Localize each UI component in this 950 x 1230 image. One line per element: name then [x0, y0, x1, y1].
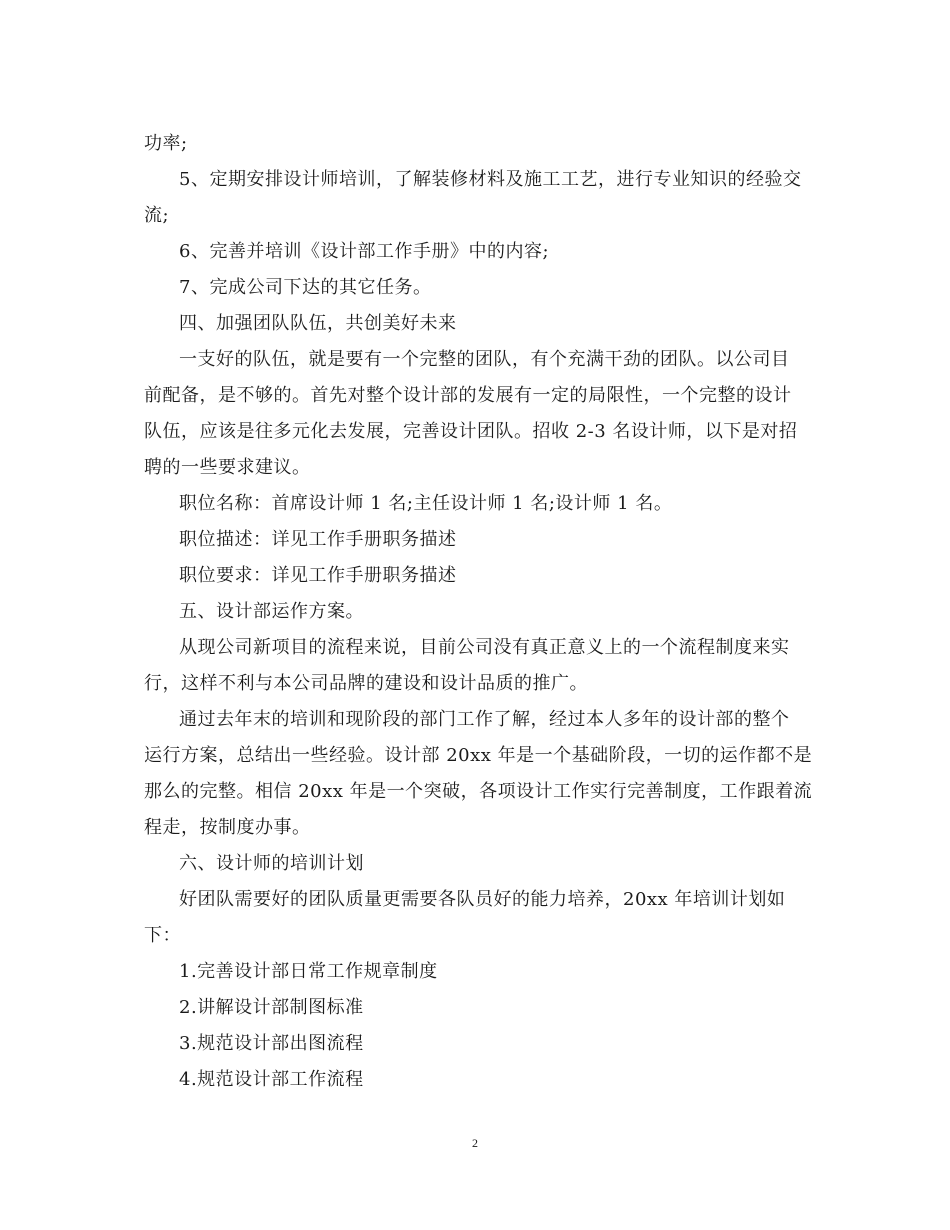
text-line: 流;: [144, 205, 170, 226]
text-line: 5、定期安排设计师培训，了解装修材料及施工工艺，进行专业知识的经验交: [179, 169, 802, 190]
section-heading: 六、设计师的培训计划: [179, 853, 364, 874]
text-line: 一支好的队伍，就是要有一个完整的团队，有个充满干劲的团队。以公司目: [179, 349, 790, 370]
text-line: 那么的完整。相信 20xx 年是一个突破，各项设计工作实行完善制度，工作跟着流: [144, 781, 813, 802]
text-line: 好团队需要好的团队质量更需要各队员好的能力培养，20xx 年培训计划如: [179, 889, 786, 910]
list-item: 3.规范设计部出图流程: [179, 1033, 364, 1054]
text-line: 功率;: [144, 133, 188, 154]
list-item: 2.讲解设计部制图标准: [179, 997, 364, 1018]
text-line: 程走，按制度办事。: [144, 817, 311, 838]
text-line: 职位名称：首席设计师 1 名;主任设计师 1 名;设计师 1 名。: [179, 493, 673, 514]
section-heading: 五、设计部运作方案。: [179, 601, 364, 622]
section-heading: 四、加强团队队伍，共创美好未来: [179, 313, 457, 334]
page-number: 2: [472, 1136, 478, 1150]
list-item: 1.完善设计部日常工作规章制度: [179, 961, 438, 982]
text-line: 运行方案，总结出一些经验。设计部 20xx 年是一个基础阶段，一切的运作都不是: [144, 745, 813, 766]
text-line: 从现公司新项目的流程来说，目前公司没有真正意义上的一个流程制度来实: [179, 637, 790, 658]
text-line: 下：: [144, 925, 181, 946]
text-line: 7、完成公司下达的其它任务。: [179, 277, 432, 298]
text-line: 前配备，是不够的。首先对整个设计部的发展有一定的局限性，一个完整的设计: [144, 385, 792, 406]
list-item: 4.规范设计部工作流程: [179, 1069, 364, 1090]
text-line: 通过去年末的培训和现阶段的部门工作了解，经过本人多年的设计部的整个: [179, 709, 790, 730]
text-line: 聘的一些要求建议。: [144, 457, 311, 478]
text-line: 队伍，应该是往多元化去发展，完善设计团队。招收 2-3 名设计师，以下是对招: [144, 421, 798, 442]
text-line: 6、完善并培训《设计部工作手册》中的内容;: [179, 241, 550, 262]
text-line: 职位要求：详见工作手册职务描述: [179, 565, 457, 586]
text-line: 行，这样不利与本公司品牌的建设和设计品质的推广。: [144, 673, 588, 694]
text-line: 职位描述：详见工作手册职务描述: [179, 529, 457, 550]
